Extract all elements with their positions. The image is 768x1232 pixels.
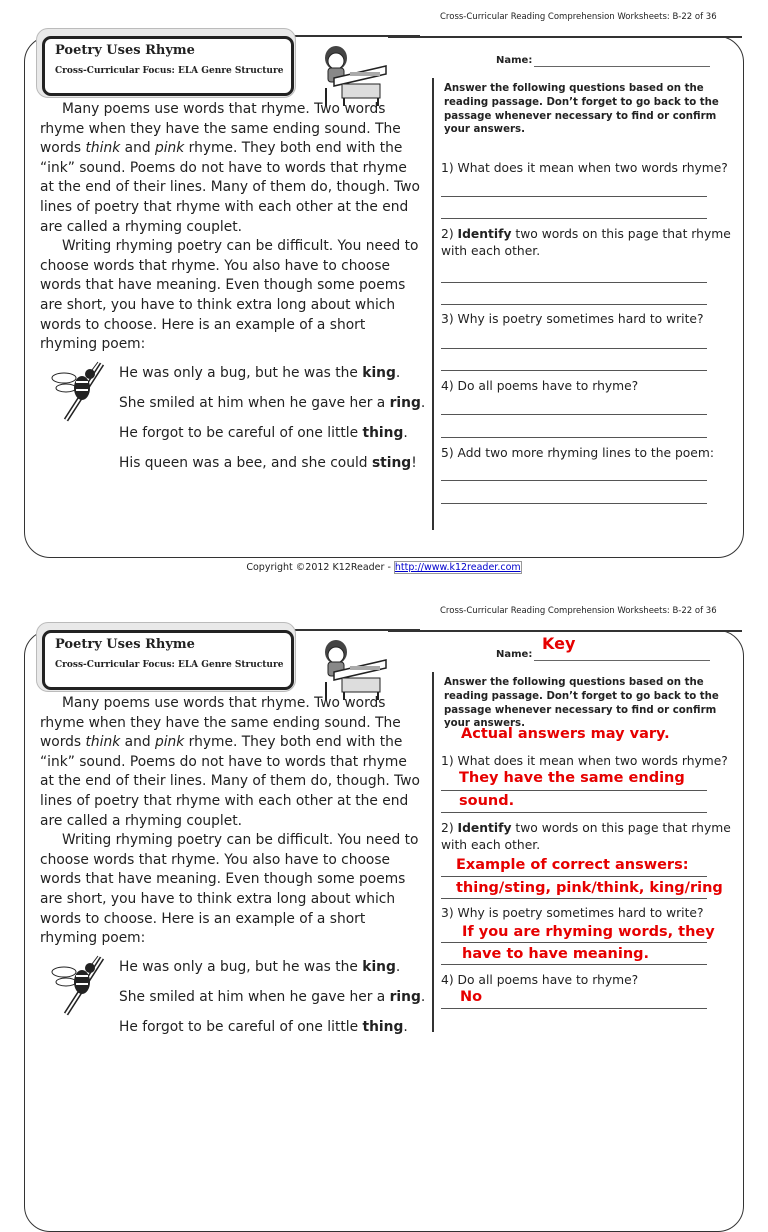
answer-line[interactable] <box>441 480 707 481</box>
answer-line[interactable] <box>441 876 707 877</box>
bee-with-pencil-icon <box>48 360 112 424</box>
answer-line[interactable] <box>441 304 707 305</box>
answer-line[interactable] <box>441 942 707 943</box>
poem-line: His queen was a bee, and she could sting! <box>119 455 417 471</box>
answer-line[interactable] <box>441 790 707 791</box>
student-at-desk-icon <box>312 638 388 700</box>
instructions: Answer the following questions based on the reading passage. Don’t forget to go back to the passage whenever necessary to find or confirm your answers. <box>444 83 719 136</box>
answer-3-line-2: have to have meaning. <box>462 946 650 962</box>
page-title: Poetry Uses Rhyme <box>55 637 195 652</box>
answer-3-line-1: If you are rhyming words, they <box>462 924 715 940</box>
passage-paragraph-1: Many poems use words that rhyme. Two words rhyme when they have the same ending sound. The words think and pink rhyme. They both end with the “ink” sound. Poems do not have to words that rhyme at the end of their lines. Many of them do, though. Two lines of poetry that rhyme with each other at the end are called a rhyming couplet. <box>40 695 420 829</box>
question-2: 2) Identify two words on this page that rhyme with each other. <box>441 821 731 852</box>
question-3: 3) Why is poetry sometimes hard to write? <box>441 312 704 326</box>
answer-1-line-2: sound. <box>459 793 515 809</box>
question-1: 1) What does it mean when two words rhyme? <box>441 754 728 768</box>
rhyming-poem <box>119 363 425 483</box>
rhyming-poem <box>119 957 425 1047</box>
student-at-desk-icon <box>312 44 388 106</box>
name-label: Name: <box>496 55 533 66</box>
answer-1-line-1: They have the same ending <box>459 770 685 786</box>
question-1: 1) What does it mean when two words rhyme? <box>441 161 728 175</box>
page-subtitle: Cross-Curricular Focus: ELA Genre Structure <box>55 66 284 76</box>
passage-paragraph-2: Writing rhyming poetry can be difficult. You need to choose words that rhyme. You also have to choose words that have meaning. Even though some poems are short, you have to think extra long about which words to choose. Here is an example of a short rhyming poem: <box>40 832 419 947</box>
answer-line[interactable] <box>441 218 707 219</box>
poem-line: He forgot to be careful of one little thing. <box>119 1019 408 1035</box>
poem-line: He was only a bug, but he was the king. <box>119 365 401 381</box>
answer-line[interactable] <box>441 812 707 813</box>
poem-line: He forgot to be careful of one little thing. <box>119 425 408 441</box>
answer-note: Actual answers may vary. <box>461 726 670 742</box>
answer-4: No <box>460 989 483 1005</box>
poem-line: He was only a bug, but he was the king. <box>119 959 401 975</box>
poem-line: She smiled at him when he gave her a ring. <box>119 395 426 411</box>
copyright: Copyright ©2012 K12Reader - http://www.k12reader.com <box>246 562 521 573</box>
poem-line: She smiled at him when he gave her a ring. <box>119 989 426 1005</box>
reading-passage <box>40 694 420 949</box>
header-line: Cross-Curricular Reading Comprehension Worksheets: B-22 of 36 <box>440 12 717 22</box>
page-title: Poetry Uses Rhyme <box>55 43 195 58</box>
worksheet-answer-key <box>0 594 768 1186</box>
answer-line[interactable] <box>441 414 707 415</box>
worksheet-blank <box>0 0 768 592</box>
instructions: Answer the following questions based on the reading passage. Don’t forget to go back to the passage whenever necessary to find or confirm your answers. <box>444 677 719 730</box>
reading-passage <box>40 100 420 355</box>
answer-line[interactable] <box>441 437 707 438</box>
column-divider <box>432 78 434 530</box>
question-5: 5) Add two more rhyming lines to the poem: <box>441 446 714 460</box>
header-line: Cross-Curricular Reading Comprehension Worksheets: B-22 of 36 <box>440 606 717 616</box>
answer-line[interactable] <box>441 196 707 197</box>
answer-line[interactable] <box>441 898 707 899</box>
column-divider <box>432 672 434 1032</box>
answer-line[interactable] <box>441 348 707 349</box>
answer-2-line-2: thing/sting, pink/think, king/ring <box>456 880 723 896</box>
answer-2-line-1: Example of correct answers: <box>456 857 689 873</box>
title-box <box>42 36 294 96</box>
name-answer: Key <box>542 634 576 653</box>
question-2: 2) Identify two words on this page that rhyme with each other. <box>441 227 731 258</box>
answer-line[interactable] <box>441 282 707 283</box>
answer-line[interactable] <box>441 503 707 504</box>
answer-line[interactable] <box>441 964 707 965</box>
answer-line[interactable] <box>441 370 707 371</box>
bee-with-pencil-icon <box>48 954 112 1018</box>
page-subtitle: Cross-Curricular Focus: ELA Genre Structure <box>55 660 284 670</box>
passage-paragraph-1: Many poems use words that rhyme. Two words rhyme when they have the same ending sound. The words think and pink rhyme. They both end with the “ink” sound. Poems do not have to words that rhyme at the end of their lines. Many of them do, though. Two lines of poetry that rhyme with each other at the end are called a rhyming couplet. <box>40 101 420 235</box>
passage-paragraph-2: Writing rhyming poetry can be difficult. You need to choose words that rhyme. You also have to choose words that have meaning. Even though some poems are short, you have to think extra long about which words to choose. Here is an example of a short rhyming poem: <box>40 238 419 353</box>
k12reader-link[interactable]: http://www.k12reader.com <box>394 562 521 573</box>
name-field-line[interactable] <box>534 66 710 67</box>
name-label: Name: <box>496 649 533 660</box>
question-3: 3) Why is poetry sometimes hard to write? <box>441 906 704 920</box>
answer-line[interactable] <box>441 1008 707 1009</box>
question-4: 4) Do all poems have to rhyme? <box>441 973 639 987</box>
title-box <box>42 630 294 690</box>
question-4: 4) Do all poems have to rhyme? <box>441 379 639 393</box>
name-field-line[interactable] <box>534 660 710 661</box>
